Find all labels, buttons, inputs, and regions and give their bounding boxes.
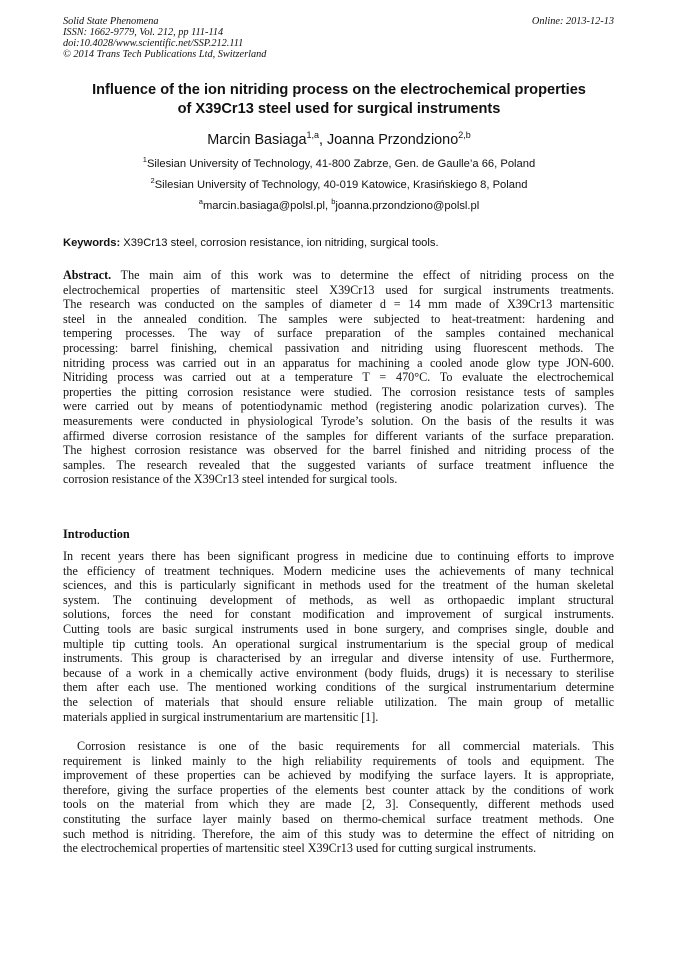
- author-list: [0, 131, 678, 150]
- paragraph-line: solutions, forces the need for constant modification and improvement of surgical instruments.: [63, 607, 614, 622]
- affiliation-2-mark: 2: [150, 176, 155, 185]
- abstract: [63, 268, 614, 487]
- keywords: [63, 236, 439, 250]
- abstract-line: tempering processes. The way of surface preparation of the samples contained mechanical: [63, 326, 614, 341]
- affiliation-1-mark: 1: [142, 155, 147, 164]
- keywords-text: X39Cr13 steel, corrosion resistance, ion nitriding, surgical tools.: [120, 237, 439, 249]
- abstract-text: The main aim of this work was to determine the effect of nitriding process on the: [111, 268, 614, 282]
- abstract-line: [63, 268, 614, 283]
- email-b[interactable]: joanna.przondziono@polsl.pl: [335, 200, 480, 212]
- copyright-line: © 2014 Trans Tech Publications Ltd, Switzerland: [63, 49, 267, 60]
- email-b-mark: b: [331, 197, 336, 206]
- paragraph-line: constituting the surface layer mainly based on thermo-chemical surface treatment methods. One: [63, 811, 614, 826]
- paragraph-line: Corrosion resistance is one of the basic requirements for all commercial materials. This: [77, 739, 614, 753]
- journal-header: [63, 16, 266, 60]
- paper-title: [50, 81, 628, 118]
- abstract-line: steel in the annealed condition. The samples were subjected to heat-treatment: hardening and: [63, 311, 614, 326]
- paragraph-line: requirement is linked mainly to the high reliability requirements of tools and equipment. The: [63, 753, 614, 768]
- paragraph-line: such method is nitriding. Therefore, the aim of this study was to determine the effect of nitriding on: [63, 826, 614, 841]
- section-heading-introduction: Introduction: [63, 527, 130, 541]
- paragraph-line: multiple tip cutting tools. An operational surgical instrumentarium is the special group of medical: [63, 636, 614, 651]
- author-1-affil: 1,a: [306, 130, 319, 140]
- author-separator: ,: [318, 132, 327, 148]
- abstract-line: samples. The research revealed that the suggested variants of surface treatment influence the: [63, 457, 614, 472]
- paragraph-line: materials applied in surgical instrumentarium are martensitic [1].: [63, 709, 379, 724]
- paragraph-line: the electrochemical properties of martensitic steel X39Cr13 used for cutting surgical instruments.: [63, 841, 537, 856]
- abstract-line: Nitriding process was carried out at a temperature T = 470°C. To evaluate the electrochemical: [63, 370, 614, 385]
- paragraph-line: because of a work in a chemically active environment (body fluids, drugs) it is necessary to sterilise: [63, 665, 614, 680]
- introduction-paragraph-2: [63, 739, 614, 856]
- paragraph-line: sciences, and this is particularly significant in methods used for the treatment of the human skeletal: [63, 578, 614, 593]
- abstract-line: affirmed diverse corrosion resistance of the samples for different variants of the surface preparation.: [63, 428, 614, 443]
- paragraph-line: them after each use. The mentioned working conditions of the surgical instrumentarium determine: [63, 680, 614, 695]
- abstract-line: were carried out by means of potentiodynamic method (registering anodic polarization curves). The: [63, 399, 614, 414]
- affiliation-2-text: Silesian University of Technology, 40-019 Katowice, Krasińskiego 8, Poland: [154, 179, 528, 191]
- paragraph-line: instruments. This group is characterised by an irregular and diverse intensity of use. Furthermore,: [63, 651, 614, 666]
- paragraph-line: the efficiency of treatment techniques. Modern medicine uses the achievements of many technical: [63, 563, 614, 578]
- affiliation-1-text: Silesian University of Technology, 41-800 Zabrze, Gen. de Gaulle’a 66, Poland: [146, 158, 536, 170]
- paragraph-line: tools on the material from which they are made [2, 3]. Consequently, different methods used: [63, 797, 614, 812]
- introduction-paragraph-1: [63, 549, 614, 724]
- title-line-1: Influence of the ion nitriding process on the electrochemical properties: [92, 82, 586, 98]
- abstract-line: measurements were conducted in physiological Tyrode’s solution. On the basis of the results it was: [63, 413, 614, 428]
- paragraph-line: In recent years there has been significant progress in medicine due to continuing efforts to improve: [63, 549, 614, 563]
- abstract-line: The research was conducted on the samples of diameter d = 14 mm made of X39Cr13 martensitic: [63, 297, 614, 312]
- paragraph-line: system. The continuing development of methods, as well as orthopaedic implant structural: [63, 592, 614, 607]
- author-emails: [0, 199, 678, 214]
- paragraph-line: the selection of materials that should ensure reliable utilization. The main group of metallic: [63, 694, 614, 709]
- abstract-line: nitriding process was carried out in an apparatus for machining a cooled anode glow type JON-600.: [63, 355, 614, 370]
- keywords-label: Keywords:: [63, 237, 121, 249]
- journal-name: Solid State Phenomena: [63, 16, 159, 27]
- abstract-line: corrosion resistance of the X39Cr13 steel intended for surgical tools.: [63, 472, 398, 487]
- issn-line: ISSN: 1662-9779, Vol. 212, pp 111-114: [63, 27, 224, 38]
- abstract-line: electrochemical properties of martensitic steel X39Cr13 used for surgical instruments treatments.: [63, 282, 614, 297]
- abstract-line: The highest corrosion resistance was observed for the barrel finished and nitriding process of the: [63, 443, 614, 458]
- paragraph-line: Cutting tools are basic surgical instruments used in bone surgery, and comprises single, double and: [63, 621, 614, 636]
- email-a-mark: a: [198, 197, 203, 206]
- doi-line[interactable]: doi:10.4028/www.scientific.net/SSP.212.111: [63, 38, 244, 49]
- abstract-label: Abstract.: [63, 268, 112, 282]
- paragraph-line: therefore, giving the surface properties of the elements best counter attack by the conditions of work: [63, 782, 614, 797]
- email-a[interactable]: marcin.basiaga@polsl.pl,: [202, 200, 332, 212]
- author-1: Marcin Basiaga: [207, 132, 307, 148]
- paragraph-line: improvement of these properties can be achieved by modifying the surface layers. It is appropriate,: [63, 768, 614, 783]
- author-2-affil: 2,b: [458, 130, 471, 140]
- affiliation-1: [0, 157, 678, 172]
- abstract-line: properties the pitting corrosion resistance were studied. The corrosion resistance tests of samples: [63, 384, 614, 399]
- online-date: Online: 2013-12-13: [531, 16, 614, 27]
- abstract-line: processing: barrel finishing, chemical passivation and nitriding using fluorescent methods. The: [63, 340, 614, 355]
- author-2: Joanna Przondziono: [326, 132, 459, 148]
- title-line-2: of X39Cr13 steel used for surgical instruments: [177, 100, 501, 117]
- affiliation-2: [0, 178, 678, 193]
